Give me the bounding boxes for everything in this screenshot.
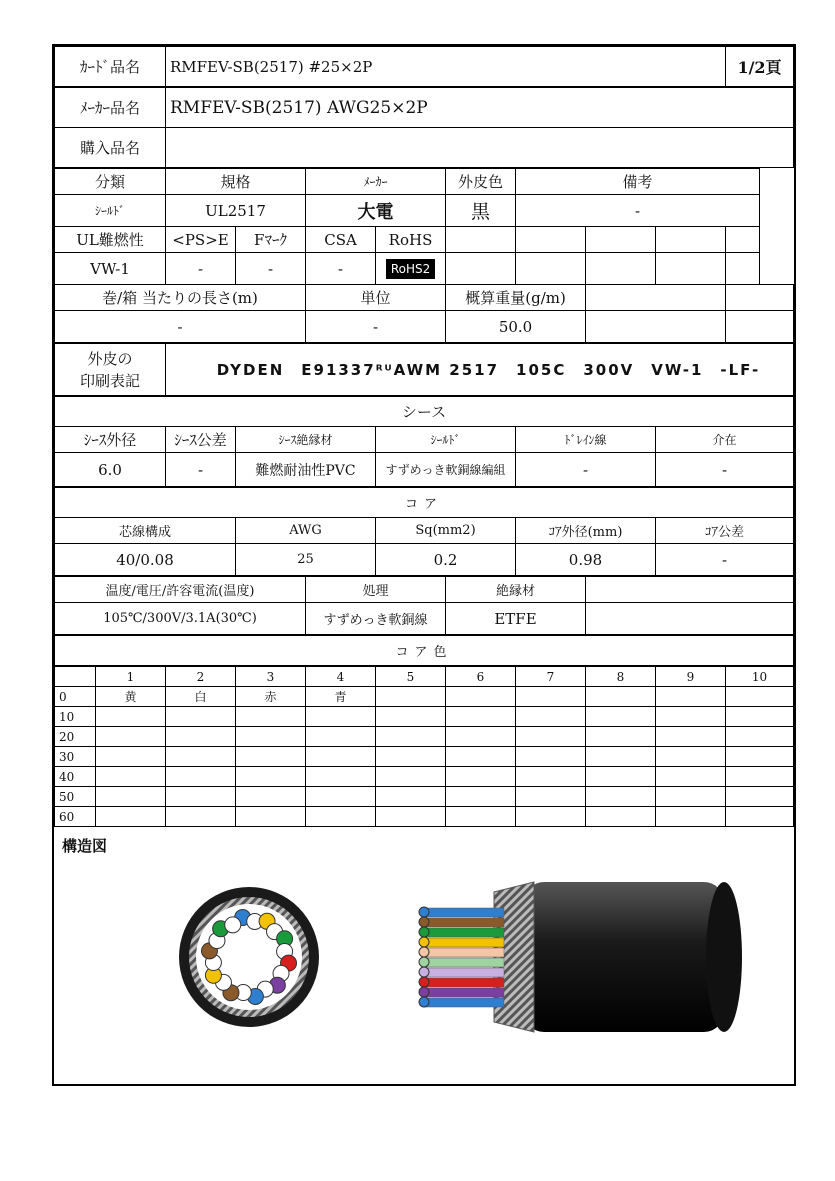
core-color-cell <box>96 767 166 787</box>
core-table <box>54 487 794 576</box>
length-value-0: - <box>55 311 306 343</box>
core-color-cell <box>656 687 726 707</box>
core-color-cell <box>306 727 376 747</box>
core-value-0: 40/0.08 <box>55 544 236 576</box>
core-color-cell <box>586 687 656 707</box>
side-core-wire <box>424 918 504 927</box>
card-name-label: ｶｰﾄﾞ品名 <box>55 47 166 87</box>
core-color-cell <box>306 787 376 807</box>
printing-text-part1: DYDEN E91337 <box>216 361 376 379</box>
core-color-cell <box>376 727 446 747</box>
core-color-cell <box>726 687 794 707</box>
core-color-cell <box>96 747 166 767</box>
core-color-cell <box>306 747 376 767</box>
printing-table <box>54 343 794 396</box>
structure-area <box>54 827 794 1065</box>
core-color-cell <box>656 727 726 747</box>
core-header-2: Sq(mm2) <box>376 518 516 544</box>
class-header-1: 規格 <box>166 169 306 195</box>
ul-header-7 <box>586 227 656 253</box>
ul-recognized-mark: ᴿᵁ <box>375 363 394 379</box>
printing-label-line1: 外皮の <box>87 349 133 368</box>
maker-name-value: RMFEV-SB(2517) AWG25×2P <box>166 88 794 128</box>
core-color-cell <box>96 707 166 727</box>
side-core-end <box>419 907 429 917</box>
core-color-cell <box>446 807 516 827</box>
core-color-cell <box>726 787 794 807</box>
ul-value-9 <box>726 253 760 285</box>
table-row <box>55 807 794 827</box>
table-row <box>55 727 794 747</box>
core-value-2: 0.2 <box>376 544 516 576</box>
core-color-col-1: 1 <box>96 667 166 687</box>
sheath-header-4: ﾄﾞﾚｲﾝ線 <box>516 427 656 453</box>
sheath-header-1: ｼｰｽ公差 <box>166 427 236 453</box>
sheath-value-2: 難燃耐油性PVC <box>236 453 376 487</box>
core-color-cell <box>166 747 236 767</box>
core-color-cell <box>586 787 656 807</box>
side-core-end <box>419 977 429 987</box>
ul-value-1: - <box>166 253 236 285</box>
core-color-cell <box>96 807 166 827</box>
core-color-header-row <box>55 667 794 687</box>
core-color-cell: 青 <box>306 687 376 707</box>
core-color-cell <box>236 747 306 767</box>
rating-value-3 <box>586 603 794 635</box>
ul-header-2: Fﾏｰｸ <box>236 227 306 253</box>
side-core-end <box>419 997 429 1007</box>
core-color-cell <box>166 767 236 787</box>
ul-value-6 <box>516 253 586 285</box>
side-core-wire <box>424 958 504 967</box>
core-color-cell <box>376 707 446 727</box>
core-color-row-label: 0 <box>55 687 96 707</box>
table-row <box>55 687 794 707</box>
ul-value-0: VW-1 <box>55 253 166 285</box>
sheath-value-1: - <box>166 453 236 487</box>
class-header-3: 外皮色 <box>446 169 516 195</box>
length-header-3 <box>586 285 726 311</box>
core-color-col-5: 5 <box>376 667 446 687</box>
cable-cross-section <box>179 887 319 1027</box>
table-row <box>55 707 794 727</box>
rating-header-3 <box>586 577 794 603</box>
class-header-0: 分類 <box>55 169 166 195</box>
core-color-cell <box>516 707 586 727</box>
length-header-4 <box>726 285 794 311</box>
core-color-row-label: 40 <box>55 767 96 787</box>
length-header-2: 概算重量(g/m) <box>446 285 586 311</box>
side-core-end <box>419 917 429 927</box>
ul-header-0: UL難燃性 <box>55 227 166 253</box>
core-color-cell <box>376 747 446 767</box>
core-color-row-label: 60 <box>55 807 96 827</box>
length-value-1: - <box>306 311 446 343</box>
side-core-end <box>419 947 429 957</box>
side-core-end <box>419 967 429 977</box>
core-color-cell <box>726 747 794 767</box>
core-color-cell <box>306 707 376 727</box>
core-color-row-label: 30 <box>55 747 96 767</box>
sheath-header-0: ｼｰｽ外径 <box>55 427 166 453</box>
ul-header-1: <PS>E <box>166 227 236 253</box>
sheath-title: シース <box>55 397 794 427</box>
core-color-cell <box>516 807 586 827</box>
core-color-cell <box>516 727 586 747</box>
core-header-4: ｺｱ公差 <box>656 518 794 544</box>
side-jacket <box>524 882 724 1032</box>
ul-value-3: - <box>306 253 376 285</box>
core-color-cell <box>726 807 794 827</box>
core-color-col-6: 6 <box>446 667 516 687</box>
core-color-cell <box>656 747 726 767</box>
rating-header-1: 処理 <box>306 577 446 603</box>
core-value-3: 0.98 <box>516 544 656 576</box>
sheath-value-0: 6.0 <box>55 453 166 487</box>
core-title: コア <box>55 488 794 518</box>
ul-value-4 <box>376 253 446 285</box>
printing-text <box>166 344 794 396</box>
core-color-cell <box>96 727 166 747</box>
sheath-value-3: すずめっき軟銅線編組 <box>376 453 516 487</box>
core-color-cell <box>726 707 794 727</box>
core-color-cell <box>446 727 516 747</box>
rating-table <box>54 576 794 635</box>
core-color-cell <box>236 767 306 787</box>
side-core-wire <box>424 968 504 977</box>
core-color-cell <box>166 707 236 727</box>
core-color-cell <box>726 727 794 747</box>
core-color-cell <box>166 807 236 827</box>
core-color-cell <box>516 767 586 787</box>
header-table <box>54 46 794 87</box>
core-color-cell <box>516 747 586 767</box>
length-value-2: 50.0 <box>446 311 586 343</box>
ul-header-4: RoHS <box>376 227 446 253</box>
core-color-cell <box>446 707 516 727</box>
side-core-end <box>419 957 429 967</box>
side-core-wire <box>424 988 504 997</box>
class-value-2: 大電 <box>306 195 446 227</box>
rohs2-badge: RoHS2 <box>386 259 435 279</box>
rating-header-2: 絶縁材 <box>446 577 586 603</box>
structure-title: 構造図 <box>62 837 108 855</box>
core-color-cell <box>656 707 726 727</box>
printing-label <box>55 344 166 396</box>
side-core-wire <box>424 978 504 987</box>
length-header-0: 巻/箱 当たりの長さ(m) <box>55 285 306 311</box>
sheath-header-2: ｼｰｽ絶縁材 <box>236 427 376 453</box>
side-cores <box>419 907 504 1007</box>
core-color-cell <box>446 687 516 707</box>
side-core-end <box>419 927 429 937</box>
ul-header-9 <box>726 227 760 253</box>
side-core-wire <box>424 938 504 947</box>
class-value-1: UL2517 <box>166 195 306 227</box>
side-core-wire <box>424 928 504 937</box>
page-number: 1/2頁 <box>726 47 794 87</box>
core-color-row-label: 50 <box>55 787 96 807</box>
side-core-wire <box>424 998 504 1007</box>
core-color-col-4: 4 <box>306 667 376 687</box>
side-core-wire <box>424 948 504 957</box>
core-color-title-table <box>54 635 794 666</box>
core-color-cell <box>446 767 516 787</box>
core-color-cell: 赤 <box>236 687 306 707</box>
core-color-cell <box>376 687 446 707</box>
ul-value-5 <box>446 253 516 285</box>
core-color-cell <box>376 807 446 827</box>
class-header-2: ﾒｰｶｰ <box>306 169 446 195</box>
sheath-value-4: - <box>516 453 656 487</box>
rating-header-0: 温度/電圧/許容電流(温度) <box>55 577 306 603</box>
purchase-name-label: 購入品名 <box>55 128 166 168</box>
rating-value-1: すずめっき軟銅線 <box>306 603 446 635</box>
printing-text-part2: AWM 2517 105C 300V VW-1 -LF- <box>393 361 761 379</box>
core-color-row-label: 20 <box>55 727 96 747</box>
core-color-col-10: 10 <box>726 667 794 687</box>
side-jacket-end <box>706 882 742 1032</box>
core-color-cell <box>96 787 166 807</box>
class-value-0: ｼｰﾙﾄﾞ <box>55 195 166 227</box>
core-color-cell: 黄 <box>96 687 166 707</box>
core-color-cell <box>306 807 376 827</box>
ul-value-2: - <box>236 253 306 285</box>
core-color-corner <box>55 667 96 687</box>
core-color-cell <box>586 727 656 747</box>
core-color-cell <box>586 707 656 727</box>
core-color-cell <box>656 807 726 827</box>
core-color-title: コア色 <box>55 636 794 666</box>
core-color-col-8: 8 <box>586 667 656 687</box>
core-header-0: 芯線構成 <box>55 518 236 544</box>
core-color-cell <box>166 727 236 747</box>
maker-table <box>54 87 794 168</box>
core-header-1: AWG <box>236 518 376 544</box>
length-value-3 <box>586 311 726 343</box>
core-color-cell <box>586 807 656 827</box>
class-header-4: 備考 <box>516 169 760 195</box>
core-color-table <box>54 666 794 827</box>
ul-header-8 <box>656 227 726 253</box>
ul-value-7 <box>586 253 656 285</box>
core-color-cell <box>656 767 726 787</box>
sheath-header-3: ｼｰﾙﾄﾞ <box>376 427 516 453</box>
core-value-4: - <box>656 544 794 576</box>
core-color-cell <box>656 787 726 807</box>
table-row <box>55 787 794 807</box>
core-color-cell <box>236 707 306 727</box>
core-conductor <box>225 917 241 933</box>
card-name-value: RMFEV-SB(2517) #25×2P <box>166 47 726 87</box>
core-header-3: ｺｱ外径(mm) <box>516 518 656 544</box>
table-row <box>55 767 794 787</box>
spec-sheet <box>52 44 796 1086</box>
side-core-wire <box>424 908 504 917</box>
cable-side-view <box>419 882 742 1032</box>
maker-name-label: ﾒｰｶｰ品名 <box>55 88 166 128</box>
sheath-value-5: - <box>656 453 794 487</box>
class-value-4: - <box>516 195 760 227</box>
core-value-1: 25 <box>236 544 376 576</box>
core-color-cell <box>166 787 236 807</box>
structure-diagram <box>54 827 794 1065</box>
core-color-col-3: 3 <box>236 667 306 687</box>
core-color-cell <box>446 787 516 807</box>
core-color-col-2: 2 <box>166 667 236 687</box>
ul-header-3: CSA <box>306 227 376 253</box>
rating-value-0: 105℃/300V/3.1A(30℃) <box>55 603 306 635</box>
table-row <box>55 747 794 767</box>
ul-header-5 <box>446 227 516 253</box>
core-color-cell: 白 <box>166 687 236 707</box>
class-value-3: 黒 <box>446 195 516 227</box>
core-color-cell <box>516 687 586 707</box>
core-color-row-label: 10 <box>55 707 96 727</box>
rating-value-2: ETFE <box>446 603 586 635</box>
sheath-table <box>54 396 794 487</box>
ul-value-8 <box>656 253 726 285</box>
core-color-cell <box>446 747 516 767</box>
length-value-4 <box>726 311 794 343</box>
core-color-cell <box>236 807 306 827</box>
core-color-cell <box>306 767 376 787</box>
core-color-cell <box>726 767 794 787</box>
core-color-body <box>55 667 794 827</box>
side-core-end <box>419 987 429 997</box>
printing-label-line2: 印刷表記 <box>79 371 140 390</box>
ul-header-6 <box>516 227 586 253</box>
core-color-cell <box>586 767 656 787</box>
sheath-header-5: 介在 <box>656 427 794 453</box>
side-core-end <box>419 937 429 947</box>
core-color-cell <box>586 747 656 767</box>
core-color-cell <box>376 767 446 787</box>
core-color-cell <box>236 787 306 807</box>
core-color-cell <box>516 787 586 807</box>
purchase-name-value <box>166 128 794 168</box>
core-color-cell <box>376 787 446 807</box>
core-color-col-9: 9 <box>656 667 726 687</box>
core-color-col-7: 7 <box>516 667 586 687</box>
core-color-cell <box>236 727 306 747</box>
spec-table <box>54 168 794 343</box>
length-header-1: 単位 <box>306 285 446 311</box>
